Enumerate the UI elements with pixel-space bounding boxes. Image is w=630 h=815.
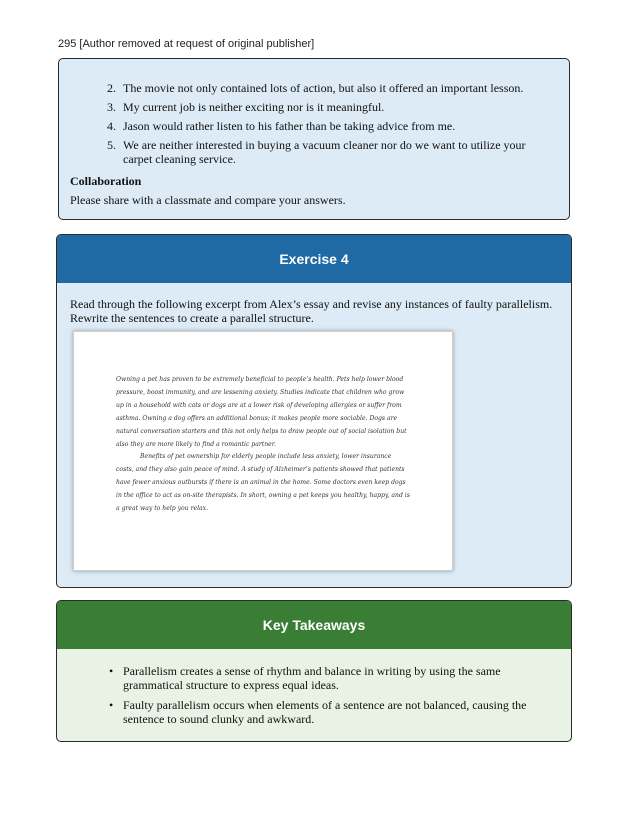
list-item (107, 119, 527, 133)
item-text: We are neither interested in buying a vacuum cleaner nor do we want to utilize your carpet cleaning service. (123, 138, 526, 166)
list-item (107, 138, 527, 166)
list-item (109, 664, 549, 692)
bullet-icon: • (109, 664, 114, 678)
practice-list (107, 81, 527, 171)
list-item (107, 81, 527, 95)
essay-paragraph-2: Benefits of pet ownership for elderly people include less anxiety, lower insurance costs, and they also gain peace of mind. A study of Alzheimer’s patients showed that patients have fewer anxious outbursts if there is an animal in the home. Some doctors even keep dogs in the office to act as on-site therapists. In short, owning a pet keeps you healthy, happy, and is a great way to help you relax. (116, 453, 410, 513)
takeaways-list (109, 664, 549, 732)
exercise-intro: Read through the following excerpt from Alex’s essay and revise any instances of faulty parallelism. Rewrite the sentences to create a parallel structure. (70, 297, 553, 325)
list-item (107, 100, 527, 114)
takeaways-title: Key Takeaways (57, 601, 571, 649)
exercise-box (56, 234, 572, 588)
bullet-icon: • (109, 698, 114, 712)
takeaway-text: Parallelism creates a sense of rhythm and balance in writing by using the same grammatical structure to express equal ideas. (123, 664, 501, 692)
essay-paragraph-1: Owning a pet has proven to be extremely beneficial to people’s health. Pets help lower blood pressure, boost immunity, and are lessening anxiety. Studies indicate that children who grow up in a household with cats or dogs are at a lower risk of developing allergies or suffer from asthma. Owning a dog offers an additional bonus; it makes people more sociable. Dogs are natural conversation starters and this not only helps to draw people out of social isolation but also they are more likely to find a romantic partner. (116, 376, 407, 448)
collaboration-heading: Collaboration (70, 174, 142, 188)
item-text: The movie not only contained lots of action, but also it offered an important lesson. (123, 81, 524, 95)
key-takeaways-box (56, 600, 572, 742)
practice-box (58, 58, 570, 220)
takeaway-text: Faulty parallelism occurs when elements of a sentence are not balanced, causing the sentence to sound clunky and awkward. (123, 698, 527, 726)
item-number: 5. (107, 138, 116, 152)
item-number: 3. (107, 100, 116, 114)
item-text: Jason would rather listen to his father than be taking advice from me. (123, 119, 456, 133)
item-text: My current job is neither exciting nor is it meaningful. (123, 100, 385, 114)
collaboration-text: Please share with a classmate and compare your answers. (70, 193, 346, 207)
page-header: 295 [Author removed at request of original publisher] (58, 38, 315, 50)
item-number: 4. (107, 119, 116, 133)
essay-excerpt-image (73, 331, 453, 571)
exercise-title: Exercise 4 (57, 235, 571, 283)
item-number: 2. (107, 81, 116, 95)
list-item (109, 698, 549, 726)
